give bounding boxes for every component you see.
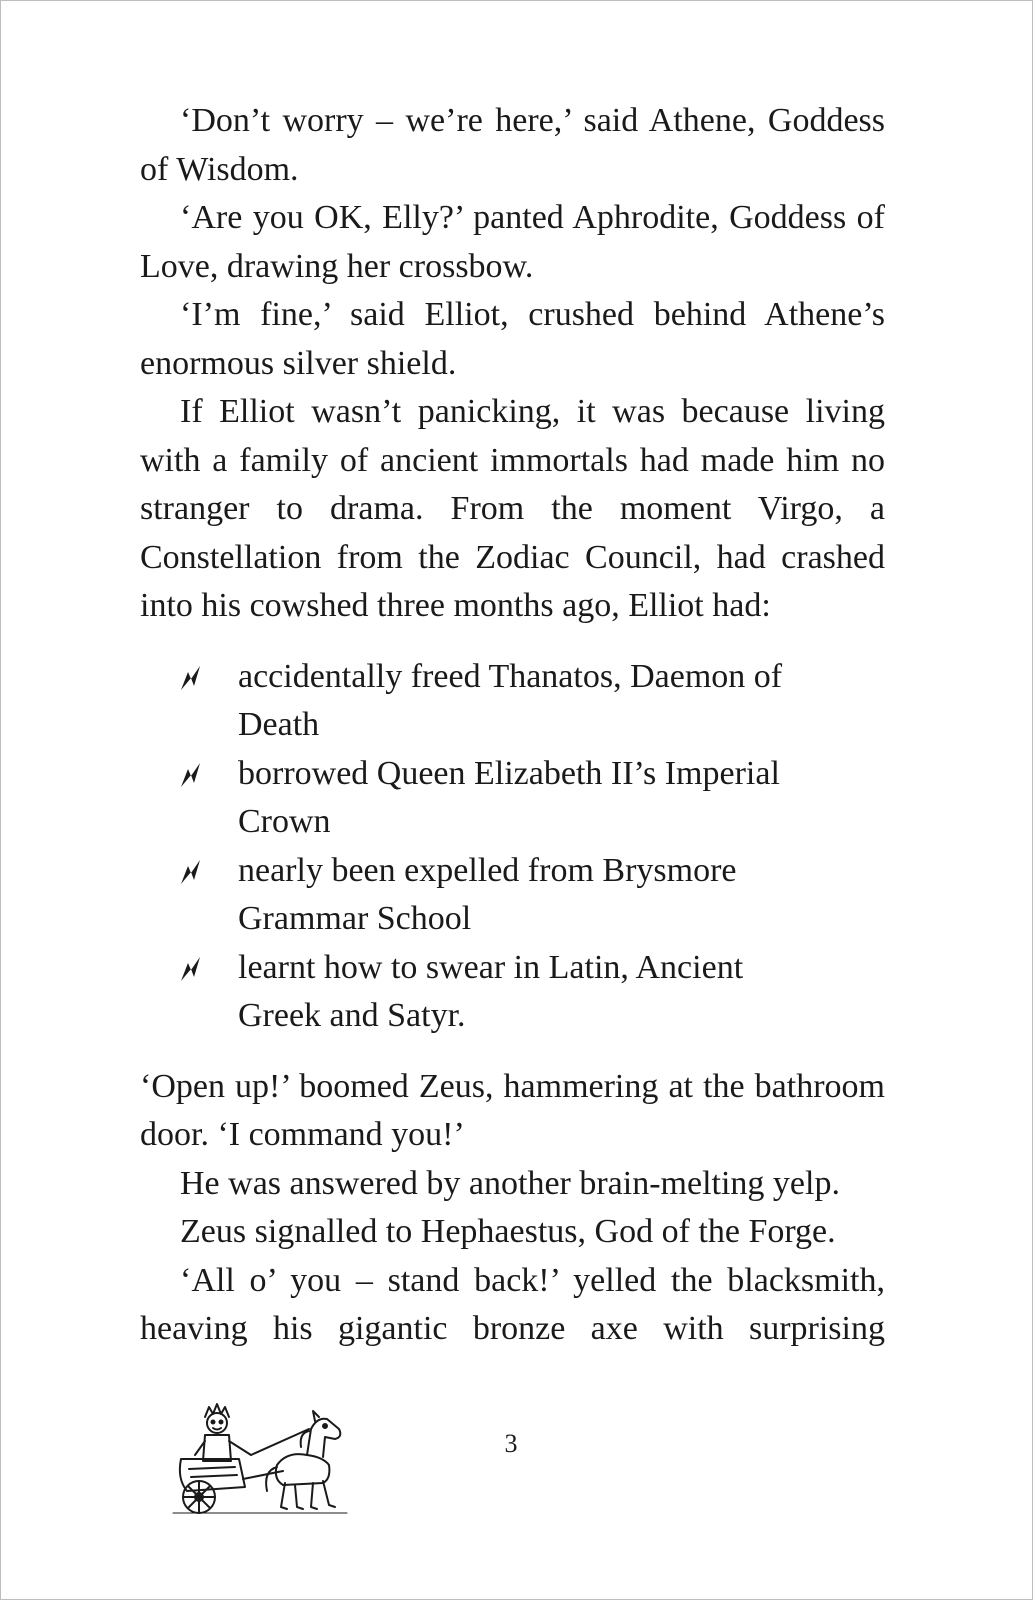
paragraph: ‘All o’ you – stand back!’ yelled the blacksmith, heaving his gigantic bronze axe with surprising [140,1261,885,1347]
bullet-list [140,653,885,1041]
paragraph: ‘Are you OK, Elly?’ panted Aphrodite, Goddess of Love, drawing her crossbow. [140,199,885,285]
lightning-bolt-icon [178,664,206,692]
paragraph: If Elliot wasn’t panicking, it was because living with a family of ancient immortals had made him no stranger to drama. From the moment Virgo, a Constellation from the Zodiac Council, had crashed into his cowshed three months ago, Elliot had: [140,393,885,624]
list-item-text: borrowed Queen Elizabeth II’s Imperial Crown [238,754,780,840]
list-item-text: nearly been expelled from Brysmore Grammar School [238,851,737,937]
lightning-bolt-icon [178,858,206,886]
list-item-text: learnt how to swear in Latin, Ancient Greek and Satyr. [238,948,744,1034]
list-item [140,750,798,847]
paragraph: Zeus signalled to Hephaestus, God of the Forge. [180,1213,836,1250]
paragraph: ‘Open up!’ boomed Zeus, hammering at the bathroom door. ‘I command you!’ [140,1067,885,1153]
list-item [140,847,798,944]
paragraph: ‘Don’t worry – we’re here,’ said Athene, Goddess of Wisdom. [140,102,885,188]
list-item [140,944,798,1041]
list-item-text: accidentally freed Thanatos, Daemon of Death [238,657,783,743]
page-text [140,97,885,1354]
lightning-bolt-icon [178,955,206,983]
lightning-bolt-icon [178,761,206,789]
paragraph: He was answered by another brain-melting yelp. [180,1164,840,1202]
list-item [140,653,798,750]
chariot-illustration [159,1399,359,1517]
paragraph: ‘I’m fine,’ said Elliot, crushed behind Athene’s enormous silver shield. [140,296,885,382]
page-number: 3 [504,1429,518,1458]
